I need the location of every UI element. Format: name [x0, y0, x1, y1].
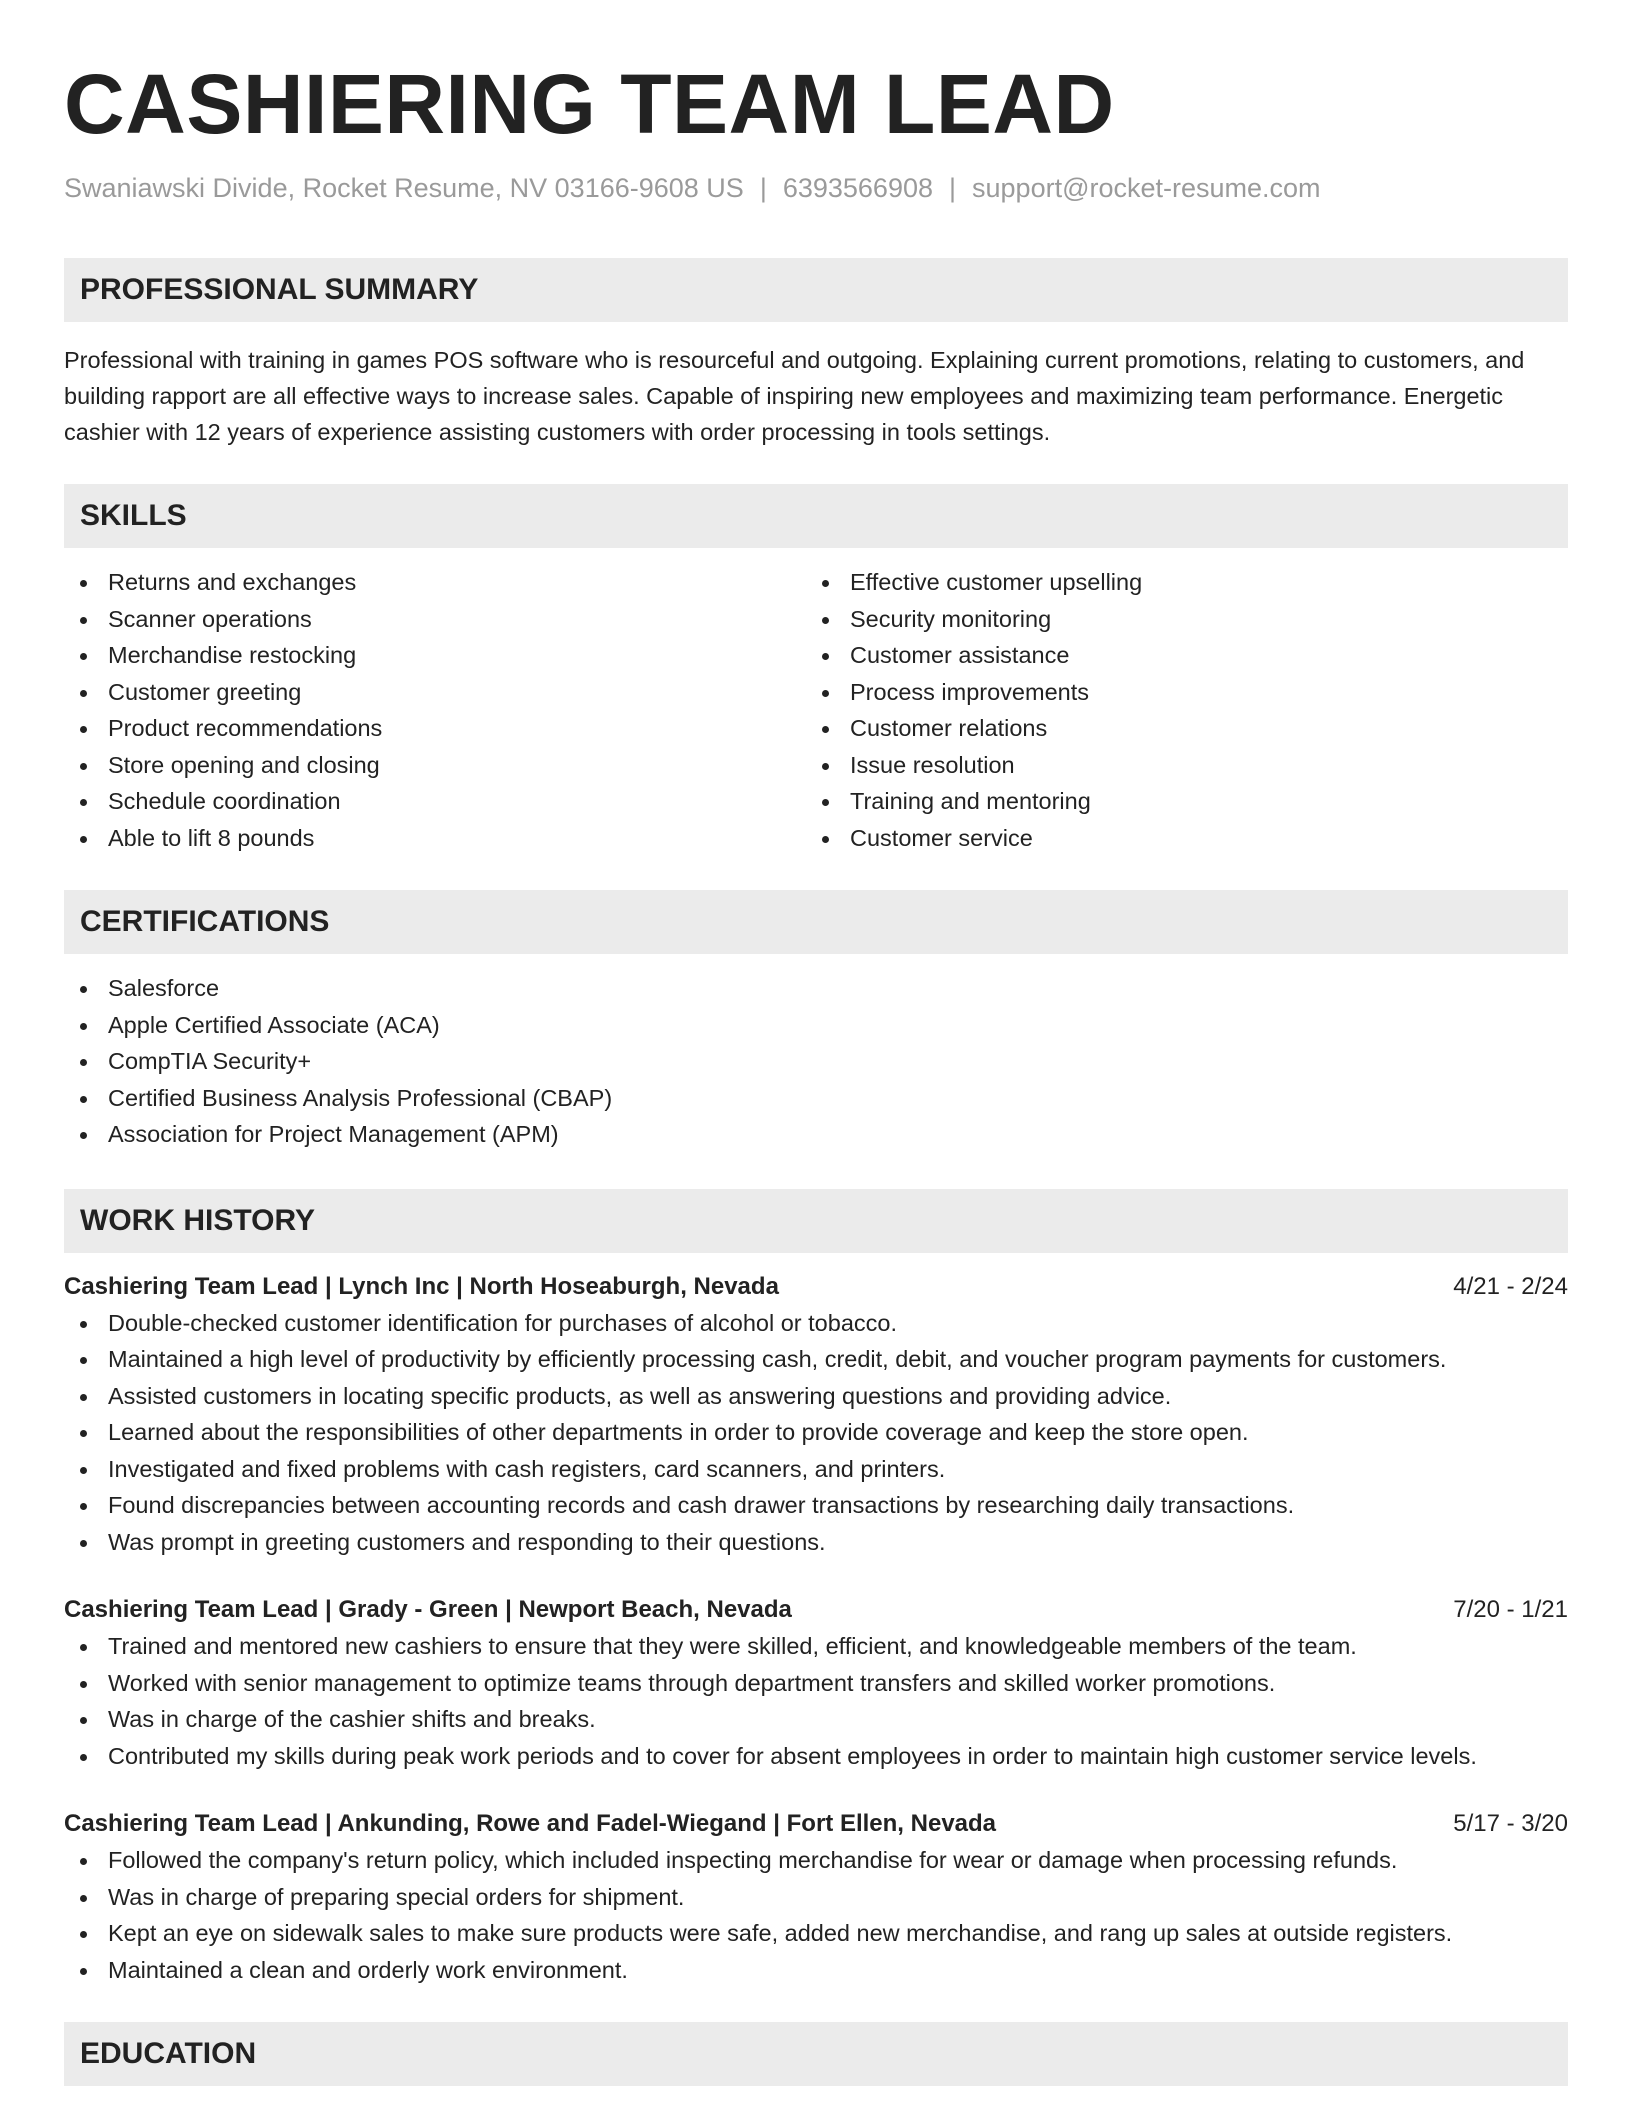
skill-item: Product recommendations	[64, 710, 806, 747]
section-header-certifications: CERTIFICATIONS	[64, 890, 1568, 954]
skills-list	[64, 564, 1568, 856]
job-bullet: Contributed my skills during peak work periods and to cover for absent employees in order to maintain high customer service levels.	[64, 1738, 1568, 1775]
section-header-education: EDUCATION	[64, 2022, 1568, 2086]
job-bullet: Worked with senior management to optimize teams through department transfers and skilled worker promotions.	[64, 1665, 1568, 1702]
job-header	[64, 1592, 1568, 1628]
skill-item: Merchandise restocking	[64, 637, 806, 674]
job-entry	[64, 1806, 1568, 1988]
skill-item: Issue resolution	[806, 747, 1548, 784]
job-bullet: Was prompt in greeting customers and responding to their questions.	[64, 1524, 1568, 1561]
skill-item: Customer assistance	[806, 637, 1548, 674]
contact-separator: |	[949, 173, 957, 203]
certification-item: Salesforce	[64, 970, 1568, 1007]
job-header	[64, 1269, 1568, 1305]
resume-name: CASHIERING TEAM LEAD	[64, 57, 1115, 151]
skill-item: Scanner operations	[64, 601, 806, 638]
skill-item: Customer greeting	[64, 674, 806, 711]
skills-column-left	[64, 564, 806, 856]
skill-item: Customer service	[806, 820, 1548, 857]
certification-item: Certified Business Analysis Professional (CBAP)	[64, 1080, 1568, 1117]
contact-phone: 6393566908	[782, 173, 933, 203]
certifications-list	[64, 970, 1568, 1153]
certification-item: CompTIA Security+	[64, 1043, 1568, 1080]
job-bullet: Assisted customers in locating specific products, as well as answering questions and providing advice.	[64, 1378, 1568, 1415]
section-header-summary: PROFESSIONAL SUMMARY	[64, 258, 1568, 322]
skills-column-right	[806, 564, 1548, 856]
job-bullets	[64, 1842, 1568, 1988]
summary-text: Professional with training in games POS software who is resourceful and outgoing. Explaining current promotions, relating to customers, and building rapport are all effective ways to increase sales. Capable of inspiring new employees and maximizing team performance. Energetic cashier with 12 years of experience assisting customers with order processing in tools settings.	[64, 347, 1525, 445]
section-header-work-history: WORK HISTORY	[64, 1189, 1568, 1253]
job-bullet: Found discrepancies between accounting records and cash drawer transactions by researching daily transactions.	[64, 1487, 1568, 1524]
job-header	[64, 1806, 1568, 1842]
job-bullet: Learned about the responsibilities of other departments in order to provide coverage and keep the store open.	[64, 1414, 1568, 1451]
section-header-skills: SKILLS	[64, 484, 1568, 548]
skill-item: Process improvements	[806, 674, 1548, 711]
job-bullets	[64, 1305, 1568, 1561]
job-bullets	[64, 1628, 1568, 1774]
job-bullet: Followed the company's return policy, which included inspecting merchandise for wear or damage when processing refunds.	[64, 1842, 1568, 1879]
certification-item: Association for Project Management (APM)	[64, 1116, 1568, 1153]
job-bullet: Was in charge of preparing special orders for shipment.	[64, 1879, 1568, 1916]
job-bullet: Investigated and fixed problems with cash registers, card scanners, and printers.	[64, 1451, 1568, 1488]
job-bullet: Maintained a high level of productivity by efficiently processing cash, credit, debit, and voucher program payments for customers.	[64, 1341, 1568, 1378]
skill-item: Effective customer upselling	[806, 564, 1548, 601]
contact-email: support@rocket-resume.com	[972, 173, 1321, 203]
job-entry	[64, 1592, 1568, 1774]
contact-line	[64, 170, 1568, 206]
resume-page	[64, 0, 1568, 2086]
job-bullet: Was in charge of the cashier shifts and breaks.	[64, 1701, 1568, 1738]
skill-item: Customer relations	[806, 710, 1548, 747]
skill-item: Schedule coordination	[64, 783, 806, 820]
job-bullet: Kept an eye on sidewalk sales to make sure products were safe, added new merchandise, and rang up sales at outside registers.	[64, 1915, 1568, 1952]
skill-item: Store opening and closing	[64, 747, 806, 784]
job-entry	[64, 1269, 1568, 1561]
skill-item: Training and mentoring	[806, 783, 1548, 820]
job-title: Cashiering Team Lead | Grady - Green | Newport Beach, Nevada	[64, 1596, 792, 1623]
job-bullet: Maintained a clean and orderly work environment.	[64, 1952, 1568, 1989]
job-dates: 7/20 - 1/21	[1453, 1596, 1568, 1623]
skill-item: Security monitoring	[806, 601, 1548, 638]
job-dates: 5/17 - 3/20	[1453, 1810, 1568, 1837]
skill-item: Returns and exchanges	[64, 564, 806, 601]
job-title: Cashiering Team Lead | Ankunding, Rowe and Fadel-Wiegand | Fort Ellen, Nevada	[64, 1810, 997, 1837]
contact-address: Swaniawski Divide, Rocket Resume, NV 03166-9608 US	[64, 173, 744, 203]
job-bullet: Trained and mentored new cashiers to ensure that they were skilled, efficient, and knowledgeable members of the team.	[64, 1628, 1568, 1665]
job-title: Cashiering Team Lead | Lynch Inc | North Hoseaburgh, Nevada	[64, 1272, 779, 1300]
contact-separator: |	[759, 173, 767, 203]
skill-item: Able to lift 8 pounds	[64, 820, 806, 857]
certification-item: Apple Certified Associate (ACA)	[64, 1007, 1568, 1044]
job-dates: 4/21 - 2/24	[1453, 1272, 1568, 1300]
job-bullet: Double-checked customer identification for purchases of alcohol or tobacco.	[64, 1305, 1568, 1342]
